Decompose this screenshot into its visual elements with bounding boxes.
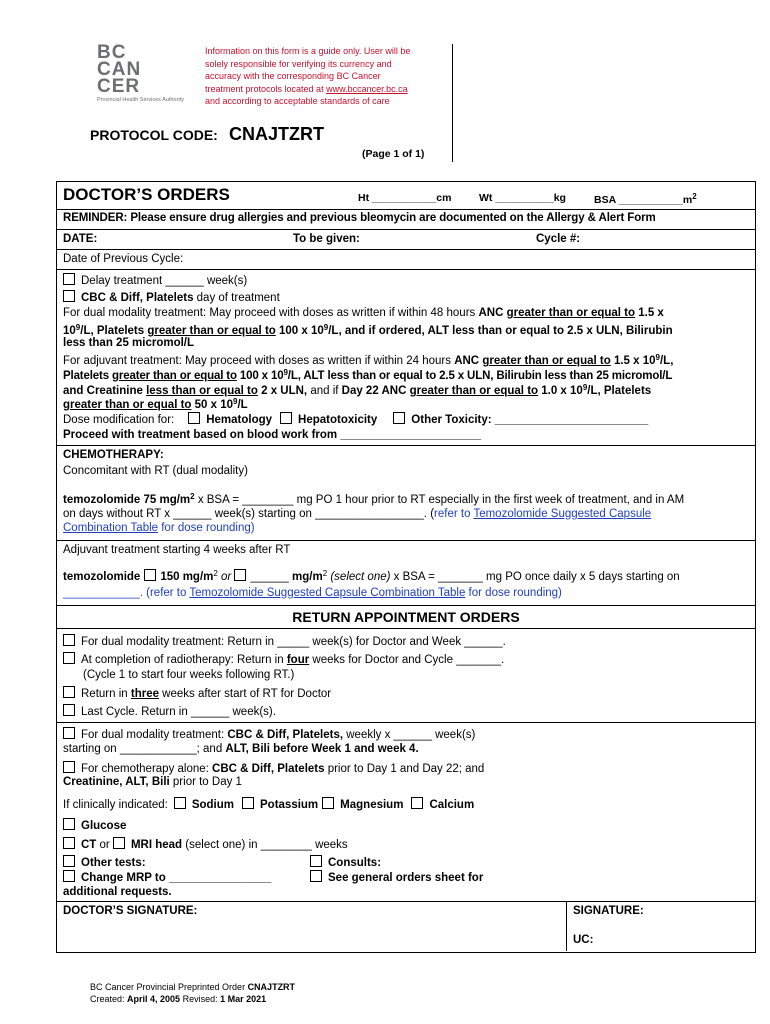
- lab-label: weekly x ______ week(s): [343, 729, 476, 741]
- rule: [57, 722, 755, 723]
- lab-dual-line1[interactable]: [63, 727, 475, 741]
- logo-line-3: CER: [97, 76, 141, 97]
- magnesium-checkbox[interactable]: [322, 797, 334, 809]
- criteria-sup: 9: [582, 383, 588, 392]
- return-dual-checkbox[interactable]: [63, 634, 75, 646]
- signature-divider: [566, 901, 567, 951]
- other-tests-checkbox[interactable]: [63, 855, 75, 867]
- criteria-text: /L, Platelets: [80, 325, 148, 337]
- tmz-sup: 2: [322, 569, 328, 578]
- criteria-text: greater than or equal to: [112, 370, 237, 382]
- return-option-1[interactable]: [63, 634, 506, 648]
- disclaimer-notice: [205, 45, 410, 108]
- criteria-text: 1.5 x: [635, 307, 664, 319]
- criteria-text: 2 x ULN,: [257, 385, 311, 397]
- proceed-bloodwork-field[interactable]: Proceed with treatment based on blood work from ______________________: [63, 429, 482, 441]
- other-tests-label: Other tests:: [81, 857, 146, 869]
- lab-label: For dual modality treatment:: [81, 729, 228, 741]
- lab-chemo-line1[interactable]: [63, 761, 484, 775]
- criteria-text: ANC: [478, 307, 507, 319]
- tmz-150-checkbox[interactable]: [144, 569, 156, 581]
- cycle-number-field[interactable]: Cycle #:: [536, 233, 581, 245]
- criteria-text: 100 x 10: [275, 325, 324, 337]
- cbc-checkbox[interactable]: [63, 290, 75, 302]
- tmz-other-checkbox[interactable]: [234, 569, 246, 581]
- notice-line-3: accuracy with the corresponding BC Cancer: [205, 71, 381, 82]
- tmz-text: ____________. (refer to: [63, 587, 190, 599]
- footer: [90, 981, 295, 1005]
- or-label: or: [96, 839, 113, 851]
- lab-label: Creatinine, ALT, Bili: [63, 776, 170, 788]
- return-label: For dual modality treatment: Return in _____ week(s) for Doctor and Week ______.: [81, 636, 506, 648]
- header-divider: [452, 44, 453, 162]
- date-field[interactable]: DATE:: [63, 233, 98, 245]
- criteria-text: /L, ALT less than or equal to 2.5 x ULN, Bilirubin less than 25 micromol/L: [287, 370, 673, 382]
- dual-modality-criteria: [63, 307, 664, 319]
- bsa-field[interactable]: [594, 192, 697, 206]
- return-label: weeks for Doctor and Cycle _______.: [309, 654, 505, 666]
- rule: [57, 540, 755, 541]
- return-label: Last Cycle. Return in ______ week(s).: [81, 706, 276, 718]
- bsa-unit-sup: 2: [692, 192, 697, 201]
- previous-cycle-date[interactable]: Date of Previous Cycle:: [63, 253, 184, 265]
- capsule-table-link-3[interactable]: Temozolomide Suggested Capsule Combination Table: [189, 587, 466, 599]
- rule: [57, 605, 755, 606]
- temozolomide-concomitant-line2[interactable]: [63, 508, 651, 520]
- lab-label: prior to Day 1: [169, 776, 242, 788]
- criteria-text: and if: [310, 385, 342, 397]
- notice-line-5: and according to acceptable standards of care: [205, 96, 390, 107]
- notice-line-1: Information on this form is a guide only. User will be: [205, 46, 411, 56]
- magnesium-label: Magnesium: [340, 799, 404, 811]
- return-label: three: [130, 688, 159, 700]
- dual-modality-criteria-2: [63, 323, 673, 337]
- change-mrp-checkbox[interactable]: [63, 870, 75, 882]
- notice-line-2: solely responsible for verifying its currency and: [205, 58, 392, 69]
- delay-treatment-option[interactable]: [63, 273, 247, 287]
- doctors-orders-title: DOCTOR’S ORDERS: [63, 185, 230, 204]
- cbc-label: CBC & Diff, Platelets: [81, 292, 194, 304]
- consults-option[interactable]: [310, 855, 381, 869]
- mri-rest: (select one) in ________ weeks: [182, 839, 348, 851]
- criteria-sup: 9: [233, 397, 238, 406]
- glucose-label: Glucose: [81, 820, 127, 832]
- logo-tagline: Provincial Health Services Authority: [97, 97, 184, 103]
- return-option-2[interactable]: [63, 652, 504, 666]
- tmz-text: for dose rounding): [465, 587, 562, 599]
- footer-line-1: [90, 981, 295, 993]
- dual-modality-criteria-3: less than 25 micromol/L: [63, 337, 195, 349]
- criteria-sup: 9: [655, 353, 660, 362]
- capsule-table-link[interactable]: Temozolomide Suggested Capsule: [473, 508, 652, 520]
- hematology-checkbox[interactable]: [188, 412, 200, 424]
- footer-created-date: April 4, 2005: [127, 994, 181, 1004]
- dose-modification-label: Dose modification for:: [63, 414, 175, 426]
- return-option-3[interactable]: [63, 686, 331, 700]
- criteria-text: 100 x 10: [236, 370, 284, 382]
- return-label: four: [286, 654, 310, 666]
- protocol-code: [90, 124, 324, 145]
- return-three-weeks-checkbox[interactable]: [63, 686, 75, 698]
- lab-chemo-checkbox[interactable]: [63, 761, 75, 773]
- criteria-text: ANC: [454, 355, 483, 367]
- logo-line-1: BC: [97, 42, 127, 63]
- adjuvant-criteria: [63, 353, 673, 367]
- rule: [57, 628, 755, 629]
- chemotherapy-heading: CHEMOTHERAPY:: [63, 449, 164, 461]
- general-orders-option[interactable]: [310, 870, 483, 884]
- return-label: weeks after start of RT for Doctor: [158, 688, 332, 700]
- cbc-option[interactable]: [63, 290, 280, 304]
- if-clinically-indicated-row: [63, 797, 474, 811]
- bsa-label: BSA ___________m: [594, 194, 693, 206]
- tmz-sup: 2: [190, 492, 195, 501]
- criteria-text: /L, Platelets: [587, 385, 652, 397]
- notice-line-4-text: treatment protocols located at: [205, 83, 327, 94]
- logo-line-2: CAN: [97, 59, 142, 80]
- other-tests-option[interactable]: [63, 855, 146, 869]
- criteria-text: 1.0 x 10: [538, 385, 583, 397]
- rule: [57, 901, 755, 902]
- footer-code: CNAJTZRT: [247, 982, 296, 992]
- bccancer-website-link[interactable]: www.bccancer.bc.ca: [326, 83, 408, 94]
- criteria-text: greater than or equal to: [506, 307, 636, 319]
- tmz-text: on days without RT x ______ week(s) starting on _________________. (: [63, 508, 435, 520]
- footer-text: Created:: [90, 994, 128, 1004]
- consults-label: Consults:: [328, 857, 382, 869]
- return-label: At completion of radiotherapy: Return in: [81, 654, 287, 666]
- criteria-sup: 9: [75, 323, 81, 332]
- ct-checkbox[interactable]: [63, 837, 75, 849]
- tmz-or: or: [217, 571, 235, 583]
- dose-modification-row: [63, 412, 648, 426]
- glucose-option[interactable]: [63, 818, 126, 832]
- temozolomide-adjuvant-line1[interactable]: [63, 569, 680, 583]
- allergy-reminder: REMINDER: Please ensure drug allergies and previous bleomycin are documented on the Allergy & Alert Form: [63, 212, 656, 224]
- rule: [57, 229, 755, 230]
- rule: [57, 445, 755, 446]
- footer-line-2: [90, 993, 295, 1005]
- mri-label: MRI head: [130, 839, 183, 851]
- lab-label: CBC & Diff, Platelets,: [227, 729, 344, 741]
- additional-requests-label: additional requests.: [63, 886, 172, 898]
- page-indicator: (Page 1 of 1): [362, 148, 425, 160]
- hepatotoxicity-checkbox[interactable]: [280, 412, 292, 424]
- lab-label: CBC & Diff, Platelets: [212, 763, 325, 775]
- general-orders-checkbox[interactable]: [310, 870, 322, 882]
- footer-text: Revised:: [180, 994, 221, 1004]
- rule: [57, 249, 755, 250]
- uc-label: UC:: [573, 934, 594, 946]
- criteria-text: /L, and if ordered, ALT less than or equal to 2.5 x ULN, Bilirubin: [328, 325, 673, 337]
- lab-label: For chemotherapy alone:: [81, 763, 213, 775]
- hematology-label: Hematology: [206, 414, 273, 426]
- protocol-code-label: PROTOCOL CODE:: [90, 127, 218, 143]
- imaging-option[interactable]: [63, 837, 348, 851]
- ct-label: CT: [81, 839, 97, 851]
- footer-revised-date: 1 Mar 2021: [220, 994, 267, 1004]
- mri-checkbox[interactable]: [113, 837, 125, 849]
- criteria-text: 1.5 x 10: [610, 355, 656, 367]
- temozolomide-adjuvant-line2[interactable]: [63, 587, 562, 599]
- adjuvant-heading: Adjuvant treatment starting 4 weeks after RT: [63, 544, 291, 556]
- return-radiotherapy-checkbox[interactable]: [63, 652, 75, 664]
- tmz-text: for dose rounding): [158, 522, 255, 534]
- delay-treatment-checkbox[interactable]: [63, 273, 75, 285]
- criteria-sup: 9: [283, 368, 288, 377]
- criteria-text: /L: [237, 399, 248, 411]
- criteria-text: /L,: [659, 355, 674, 367]
- lab-label: ALT, Bili before Week 1 and week 4.: [225, 743, 419, 755]
- tmz-text: x BSA = ________ mg PO 1 hour prior to RT especially in the first week of treatment, and in AM: [194, 494, 685, 506]
- criteria-sup: 9: [323, 323, 329, 332]
- change-mrp-option[interactable]: [63, 870, 271, 884]
- criteria-text: Day 22 ANC: [341, 385, 410, 397]
- lab-dual-checkbox[interactable]: [63, 727, 75, 739]
- change-mrp-label: Change MRP to ________________: [81, 872, 272, 884]
- tmz-text: refer to: [434, 508, 474, 520]
- hepatotoxicity-label: Hepatotoxicity: [298, 414, 378, 426]
- criteria-text: and Creatinine: [63, 385, 147, 397]
- tmz-select: (select one): [327, 571, 391, 583]
- criteria-text: Platelets: [63, 370, 112, 382]
- rule: [57, 209, 755, 210]
- criteria-text: greater than or equal to: [147, 325, 276, 337]
- signature-label: SIGNATURE:: [573, 905, 644, 917]
- sodium-checkbox[interactable]: [174, 797, 186, 809]
- temozolomide-concomitant-line3: [63, 522, 255, 534]
- potassium-checkbox[interactable]: [242, 797, 254, 809]
- other-toxicity-field[interactable]: Other Toxicity: ________________________: [411, 414, 649, 426]
- tmz-150: 150 mg/m: [160, 571, 214, 583]
- tmz-blank: ______: [250, 571, 293, 583]
- criteria-text: greater than or equal to: [63, 399, 192, 411]
- consults-checkbox[interactable]: [310, 855, 322, 867]
- doctors-signature-label: DOCTOR’S SIGNATURE:: [63, 905, 198, 917]
- criteria-text: greater than or equal to: [482, 355, 611, 367]
- calcium-checkbox[interactable]: [411, 797, 423, 809]
- cbc-label-rest: day of treatment: [193, 292, 280, 304]
- other-toxicity-checkbox[interactable]: [393, 412, 405, 424]
- bc-cancer-logo: [97, 44, 197, 103]
- weight-field[interactable]: Wt __________kg: [479, 192, 566, 204]
- lab-chemo-line2: [63, 776, 242, 788]
- criteria-text: 50 x 10: [191, 399, 234, 411]
- return-label: Return in: [81, 688, 131, 700]
- adjuvant-criteria-3: [63, 383, 651, 397]
- general-orders-label: See general orders sheet for: [328, 872, 484, 884]
- temozolomide-concomitant-line1[interactable]: [63, 492, 684, 506]
- return-option-4[interactable]: [63, 704, 276, 718]
- to-be-given-field[interactable]: To be given:: [293, 233, 360, 245]
- tmz-text: x BSA = _______ mg PO once daily x 5 days starting on: [390, 571, 680, 583]
- adjuvant-criteria-2: [63, 368, 672, 382]
- capsule-table-link-2[interactable]: Combination Table: [63, 522, 159, 534]
- return-note: (Cycle 1 to start four weeks following RT.): [83, 669, 295, 681]
- sodium-label: Sodium: [191, 799, 234, 811]
- lab-label: prior to Day 1 and Day 22; and: [324, 763, 485, 775]
- notice-line-4: [205, 83, 410, 96]
- tmz-mgm2: mg/m: [292, 571, 323, 583]
- calcium-label: Calcium: [429, 799, 475, 811]
- delay-treatment-label: Delay treatment ______ week(s): [81, 275, 248, 287]
- adjuvant-criteria-4: [63, 397, 248, 411]
- criteria-text: For dual modality treatment: May proceed with doses as written if within 48 hours: [63, 307, 479, 319]
- footer-text: BC Cancer Provincial Preprinted Order: [90, 982, 248, 992]
- rule: [57, 269, 755, 270]
- lab-dual-line2: [63, 743, 419, 755]
- criteria-text: greater than or equal to: [409, 385, 539, 397]
- glucose-checkbox[interactable]: [63, 818, 75, 830]
- protocol-code-value: CNAJTZRT: [229, 124, 325, 144]
- ifc-label: If clinically indicated:: [63, 799, 168, 811]
- tmz-dose: temozolomide 75 mg/m: [63, 494, 191, 506]
- concomitant-heading: Concomitant with RT (dual modality): [63, 465, 248, 477]
- lab-label: starting on ____________; and: [63, 743, 226, 755]
- criteria-text: For adjuvant treatment: May proceed with doses as written if within 24 hours: [63, 355, 455, 367]
- potassium-label: Potassium: [260, 799, 319, 811]
- height-field[interactable]: Ht ___________cm: [358, 192, 452, 204]
- criteria-text: 10: [63, 325, 76, 337]
- tmz-drug: temozolomide: [63, 571, 141, 583]
- return-appointment-heading: RETURN APPOINTMENT ORDERS: [292, 609, 520, 625]
- last-cycle-checkbox[interactable]: [63, 704, 75, 716]
- tmz-sup: 2: [213, 569, 218, 578]
- criteria-text: less than or equal to: [146, 385, 258, 397]
